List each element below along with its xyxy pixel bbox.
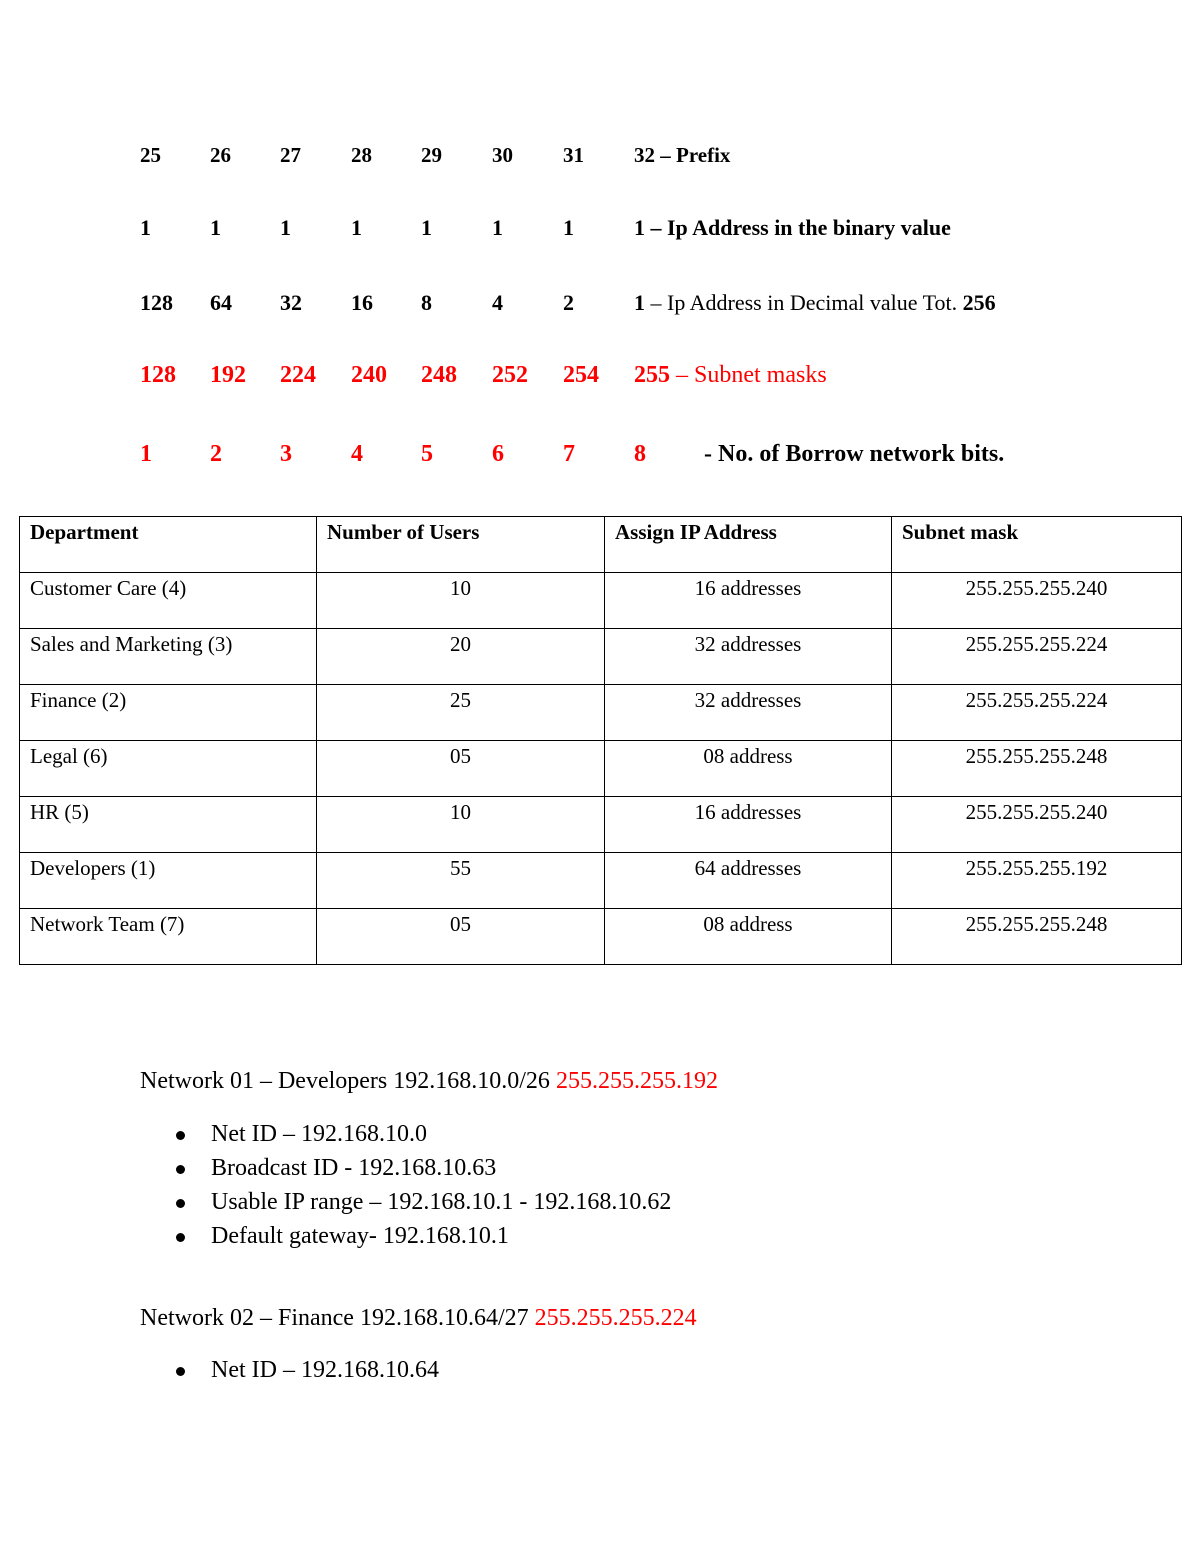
mask-value: 240: [351, 362, 387, 388]
binary-value: 1: [421, 215, 432, 240]
prefix-label: – Prefix: [655, 143, 731, 167]
bits-label: - No. of Borrow network bits.: [704, 441, 1005, 467]
network-heading-text: Network 02 – Finance 192.168.10.64/27: [140, 1305, 535, 1331]
binary-value-with-label: [634, 215, 951, 241]
cell-ip-addresses: 16 addresses: [605, 797, 892, 853]
table-row: [20, 685, 1182, 741]
prefix-value: 27: [280, 143, 301, 167]
decimal-value: 2: [563, 290, 574, 315]
cell-ip-addresses: 32 addresses: [605, 629, 892, 685]
cell-subnet-mask: 255.255.255.224: [892, 685, 1182, 741]
cell-ip-addresses: 64 addresses: [605, 853, 892, 909]
table-row: [20, 797, 1182, 853]
table-header-row: [20, 517, 1182, 573]
cell-department: Sales and Marketing (3): [20, 629, 317, 685]
prefix-value: 26: [210, 143, 231, 167]
bits-value: 7: [563, 441, 575, 467]
binary-label: – Ip Address in the binary value: [645, 215, 951, 240]
binary-value: 1: [210, 215, 221, 240]
decimal-value: 32: [280, 290, 302, 315]
cell-subnet-mask: 255.255.255.240: [892, 573, 1182, 629]
mask-value: 128: [140, 362, 176, 388]
network-heading: [140, 1305, 697, 1332]
list-item: Net ID – 192.168.10.0: [140, 1117, 671, 1151]
mask-value: 192: [210, 362, 246, 388]
prefix-value: 29: [421, 143, 442, 167]
decimal-value: 128: [140, 290, 173, 315]
bits-value: 8: [634, 441, 646, 467]
bits-value: 2: [210, 441, 222, 467]
network-details-list: [140, 1353, 439, 1387]
prefix-value: 32: [634, 143, 655, 167]
department-table: [19, 516, 1182, 965]
cell-users: 25: [317, 685, 605, 741]
cell-department: Customer Care (4): [20, 573, 317, 629]
cell-department: Network Team (7): [20, 909, 317, 965]
bits-value: 5: [421, 441, 433, 467]
cell-ip-addresses: 16 addresses: [605, 573, 892, 629]
bits-value: 6: [492, 441, 504, 467]
network-heading: [140, 1068, 718, 1095]
cell-department: Finance (2): [20, 685, 317, 741]
table-row: [20, 573, 1182, 629]
cell-users: 55: [317, 853, 605, 909]
header-department: Department: [20, 517, 317, 573]
decimal-value: 8: [421, 290, 432, 315]
network-mask: 255.255.255.224: [534, 1305, 697, 1331]
binary-value: 1: [280, 215, 291, 240]
decimal-total: 256: [962, 290, 996, 315]
mask-value: 252: [492, 362, 528, 388]
prefix-value: 28: [351, 143, 372, 167]
decimal-value: 64: [210, 290, 232, 315]
decimal-value-with-label: [634, 290, 996, 316]
cell-users: 10: [317, 797, 605, 853]
mask-value: 224: [280, 362, 316, 388]
cell-users: 05: [317, 909, 605, 965]
cell-users: 20: [317, 629, 605, 685]
cell-users: 10: [317, 573, 605, 629]
mask-label: – Subnet masks: [670, 362, 827, 388]
binary-value: 1: [563, 215, 574, 240]
binary-row: [0, 215, 1200, 245]
bits-value: 3: [280, 441, 292, 467]
list-item: Usable IP range – 192.168.10.1 - 192.168.10.62: [140, 1185, 671, 1219]
decimal-label: – Ip Address in Decimal value Tot.: [645, 290, 963, 315]
binary-value: 1: [140, 215, 151, 240]
decimal-row: [0, 290, 1200, 320]
cell-department: Developers (1): [20, 853, 317, 909]
header-number-of-users: Number of Users: [317, 517, 605, 573]
prefix-value-with-label: [634, 143, 730, 168]
network-heading-text: Network 01 – Developers 192.168.10.0/26: [140, 1068, 556, 1094]
bits-value: 4: [351, 441, 363, 467]
mask-value: 248: [421, 362, 457, 388]
prefix-row: [0, 143, 1200, 173]
cell-department: Legal (6): [20, 741, 317, 797]
table-row: [20, 853, 1182, 909]
mask-value: 254: [563, 362, 599, 388]
binary-value: 1: [492, 215, 503, 240]
table-row: [20, 629, 1182, 685]
prefix-value: 31: [563, 143, 584, 167]
mask-value: 255: [634, 362, 670, 388]
header-subnet-mask: Subnet mask: [892, 517, 1182, 573]
list-item: Default gateway- 192.168.10.1: [140, 1219, 671, 1253]
binary-value: 1: [634, 215, 645, 240]
cell-users: 05: [317, 741, 605, 797]
decimal-value: 16: [351, 290, 373, 315]
bits-value: 1: [140, 441, 152, 467]
prefix-value: 25: [140, 143, 161, 167]
cell-ip-addresses: 08 address: [605, 909, 892, 965]
table-row: [20, 909, 1182, 965]
cell-department: HR (5): [20, 797, 317, 853]
borrow-bits-row: [0, 441, 1200, 471]
cell-subnet-mask: 255.255.255.248: [892, 741, 1182, 797]
prefix-value: 30: [492, 143, 513, 167]
list-item: Broadcast ID - 192.168.10.63: [140, 1151, 671, 1185]
cell-ip-addresses: 08 address: [605, 741, 892, 797]
mask-value-with-label: [634, 362, 827, 389]
network-details-list: [140, 1117, 671, 1253]
header-assign-ip: Assign IP Address: [605, 517, 892, 573]
cell-subnet-mask: 255.255.255.224: [892, 629, 1182, 685]
decimal-value: 1: [634, 290, 645, 315]
cell-subnet-mask: 255.255.255.240: [892, 797, 1182, 853]
cell-subnet-mask: 255.255.255.192: [892, 853, 1182, 909]
cell-ip-addresses: 32 addresses: [605, 685, 892, 741]
cell-subnet-mask: 255.255.255.248: [892, 909, 1182, 965]
list-item: Net ID – 192.168.10.64: [140, 1353, 439, 1387]
network-mask: 255.255.255.192: [555, 1068, 718, 1094]
decimal-value: 4: [492, 290, 503, 315]
binary-value: 1: [351, 215, 362, 240]
subnet-mask-row: [0, 362, 1200, 392]
table-row: [20, 741, 1182, 797]
